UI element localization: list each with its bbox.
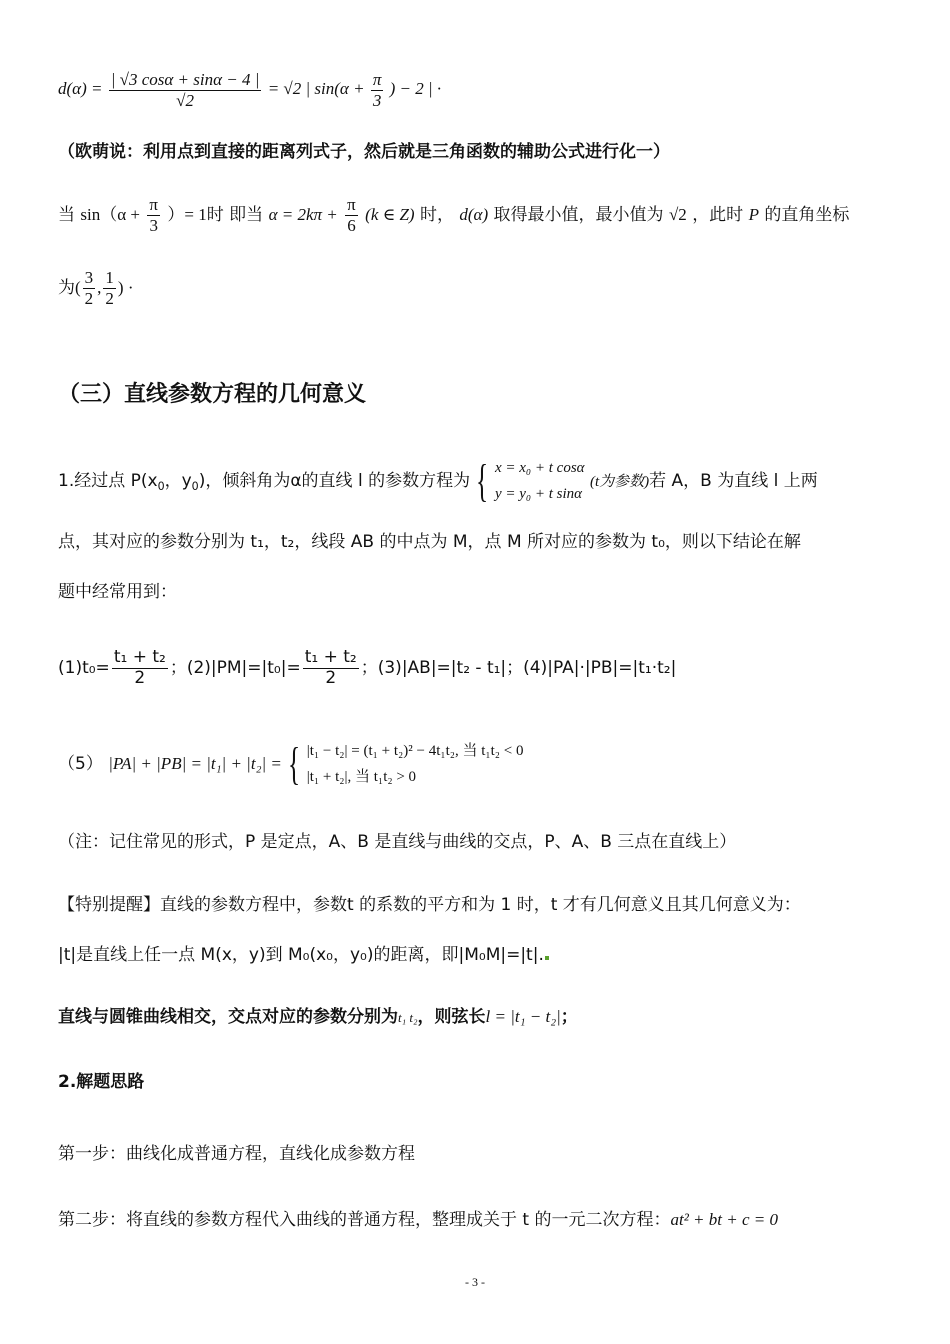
pi-numerator: π — [372, 70, 382, 89]
step-1: 第一步：曲线化成普通方程，直线化成参数方程 — [58, 1144, 415, 1164]
pi-numerator-b: π — [149, 195, 158, 214]
item1-a-sub: 0 — [157, 480, 165, 493]
formula-rhs1: = √2 | sin(α + — [267, 78, 365, 98]
midpoint-fraction — [112, 648, 168, 688]
note-oumeng: （欧萌说：利用点到直接的距离列式子，然后就是三角函数的辅助公式进行化一） — [58, 142, 670, 162]
result5-lhs: |PA| + |PB| = |t₁| + |t₂| = — [108, 754, 282, 773]
result5-cases — [307, 738, 524, 790]
text-dang: 当 — [58, 205, 75, 226]
item1-b-sub: 0 — [191, 480, 199, 493]
result-2: ；(2)|PM|=|t₀|= — [169, 658, 301, 679]
text-shi: 时， — [419, 205, 454, 226]
item1-line1 — [58, 455, 818, 507]
formula-fraction — [109, 70, 262, 110]
page-number: - 3 - — [465, 1275, 485, 1289]
three-denominator-b: 3 — [149, 215, 158, 235]
param-note: (t为参数) — [589, 474, 650, 490]
six-denominator: 6 — [347, 215, 356, 235]
step-title: 2.解题思路 — [58, 1072, 145, 1092]
sin-equals-one: ）= 1时 — [167, 205, 224, 225]
result-3-4: ；(3)|AB|=|t₂ - t₁|；(4)|PA|·|PB|=|t₁·t₂| — [360, 658, 677, 679]
param-eq-x: x = x₀ + t cosα — [494, 460, 585, 476]
text-jidang: 即当 — [229, 205, 264, 226]
item1-a: 1.经过点 P(x — [58, 471, 158, 491]
note-2: （注：记住常见的形式，P 是定点，A、B 是直线与曲线的交点，P、A、B 三点在直线上） — [58, 832, 737, 852]
item1-b: ，y — [164, 471, 192, 491]
reminder-line1: 【特别提醒】直线的参数方程中，参数t 的系数的平方和为 1 时，t 才有几何意义且其几何意义为： — [58, 895, 801, 915]
one-half — [103, 268, 116, 308]
text-coordinates: 的直角坐标 — [764, 205, 850, 226]
pi-numerator-c: π — [347, 195, 356, 214]
reminder-text: |t|是直线上任一点 M(x，y)到 M₀(x₀，y₀)的距离，即|M₀M|=|t|. — [58, 945, 544, 965]
chord-params: t₁ t₂ — [398, 1010, 418, 1025]
coordinate-line — [58, 268, 134, 308]
chord-a: 直线与圆锥曲线相交，交点对应的参数分别为 — [58, 1007, 398, 1027]
den-2a: 2 — [84, 288, 94, 308]
result5-case1: |t₁ − t₂| = (t₁ + t₂)² − 4t₁t₂, 当 t₁t₂ < 0 — [306, 743, 524, 759]
param-eq-y: y = y₀ + t sinα — [494, 486, 583, 502]
k-in-z: (k ∈ Z) — [365, 205, 415, 225]
den-2b: 2 — [105, 288, 114, 308]
comma: , — [97, 278, 102, 298]
step-2 — [58, 1208, 778, 1232]
pm-num: t₁ + t₂ — [304, 647, 357, 667]
num-1: 1 — [105, 268, 114, 287]
item1-line3: 题中经常用到： — [58, 582, 177, 602]
sqrt-two: √2 — [668, 205, 687, 225]
results-line — [58, 648, 676, 688]
step2-text: 第二步：将直线的参数方程代入曲线的普通方程，整理成关于 t 的一元二次方程： — [58, 1210, 671, 1230]
left-brace: { — [476, 455, 489, 506]
formula-denominator: √2 — [176, 90, 194, 110]
result-1: (1)t₀= — [58, 658, 110, 679]
formula-numerator: | √3 cosα + sinα − 4 | — [110, 70, 260, 89]
chord-length: l = |t₁ − t₂| — [485, 1007, 561, 1026]
item1-c: )，倾斜角为α的直线 l 的参数方程为 — [198, 471, 471, 491]
pi-over-6 — [345, 195, 358, 235]
paren-open: ( — [75, 278, 81, 298]
formula-rhs2: ) − 2 | · — [389, 78, 442, 98]
green-marker — [545, 956, 549, 960]
pi-over-3 — [371, 70, 384, 110]
formula-lhs: d(α) = — [58, 78, 103, 98]
reminder-line2 — [58, 943, 549, 967]
result5-label: （5） — [58, 754, 103, 774]
three-denominator: 3 — [372, 90, 382, 110]
pm-fraction — [303, 648, 359, 688]
pm-den: 2 — [325, 667, 337, 688]
text-min-value: 取得最小值，最小值为 — [493, 205, 664, 226]
num-3: 3 — [84, 268, 94, 287]
item1-d: 若 A，B 为直线 l 上两 — [649, 471, 818, 491]
left-brace-2: { — [288, 738, 301, 789]
point-p: P — [748, 205, 759, 225]
result-5 — [58, 738, 524, 790]
sin-expr: sin（α + — [80, 205, 140, 225]
alpha-equation: α = 2kπ + — [268, 205, 338, 225]
quadratic-eq: at² + bt + c = 0 — [670, 1210, 778, 1229]
chord-c: ，则弦长 — [417, 1007, 486, 1027]
midpoint-den: 2 — [134, 667, 146, 688]
distance-formula — [58, 70, 441, 110]
param-system — [495, 455, 585, 507]
text-cishi: ，此时 — [692, 205, 744, 226]
pi-over-3-b — [147, 195, 160, 235]
item1-line2: 点，其对应的参数分别为 t₁，t₂，线段 AB 的中点为 M，点 M 所对应的参数为 t₀，则以下结论在解 — [58, 532, 801, 552]
three-halves — [83, 268, 96, 308]
paren-close: ) · — [117, 278, 134, 298]
minimum-line — [58, 195, 849, 235]
chord-end: ； — [560, 1007, 578, 1027]
d-alpha: d(α) — [459, 205, 489, 225]
section-title: （三）直线参数方程的几何意义 — [58, 382, 367, 407]
result5-case2: |t₁ + t₂|, 当 t₁t₂ > 0 — [306, 769, 417, 785]
chord-line — [58, 1005, 578, 1030]
midpoint-num: t₁ + t₂ — [113, 647, 166, 667]
text-wei: 为 — [58, 278, 75, 299]
